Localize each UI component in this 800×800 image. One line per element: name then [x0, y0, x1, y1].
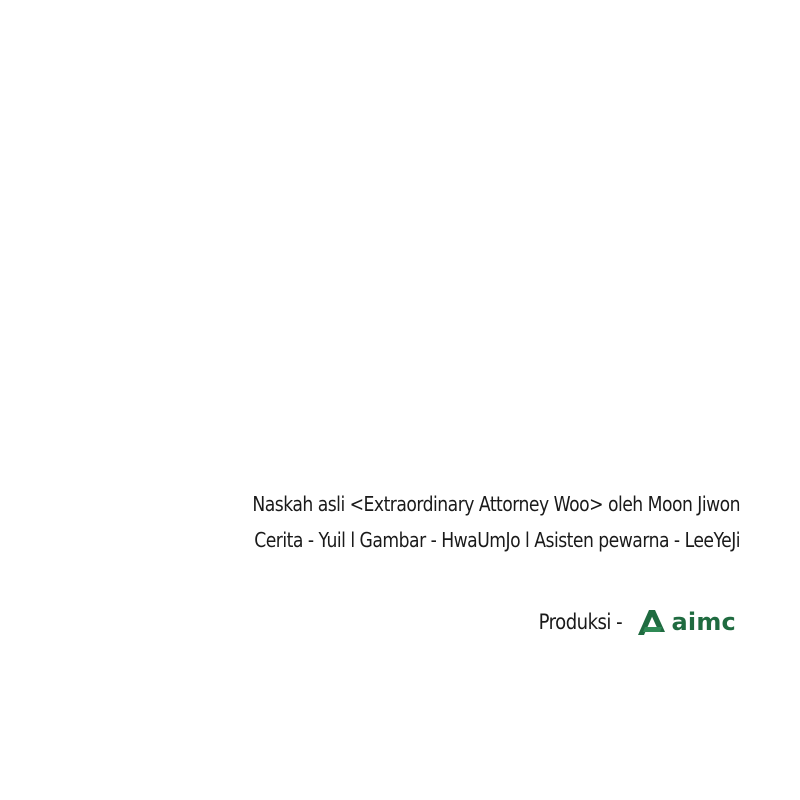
production-credit	[525, 603, 736, 641]
credits-block	[173, 486, 740, 558]
production-label: Produksi -	[538, 610, 623, 634]
original-script-credit: Naskah asli <Extraordinary Attorney Woo> oleh Moon Jiwon	[252, 492, 740, 516]
staff-credit: Cerita - Yuil l Gambar - HwaUmJo l Asisten pewarna - LeeYeJi	[254, 528, 740, 552]
aimc-logo-icon	[635, 608, 667, 636]
aimc-logo	[635, 608, 736, 636]
aimc-logo-text: aimc	[671, 608, 736, 636]
